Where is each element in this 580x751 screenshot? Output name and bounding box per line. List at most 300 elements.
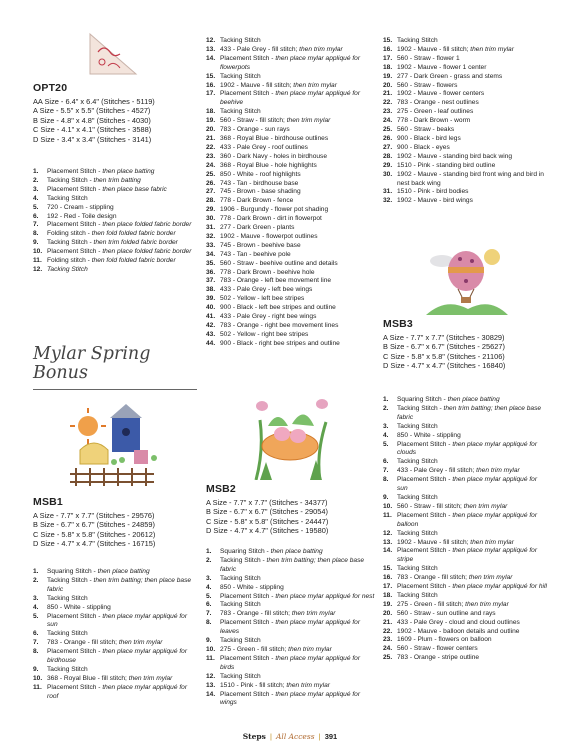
- step-text: [397, 144, 548, 153]
- step-number: 17.: [206, 90, 216, 98]
- step-text: [47, 213, 198, 222]
- step-text: [220, 619, 376, 637]
- step-number: 21.: [383, 618, 393, 626]
- step-instruction: 743 - Tan - beehive pole: [220, 250, 291, 258]
- step-text: [397, 645, 548, 654]
- step-number: 29.: [206, 206, 216, 214]
- step-number: 8.: [206, 619, 212, 627]
- step-item: [33, 248, 198, 257]
- step-item: [33, 239, 198, 248]
- step-instruction: Tacking Stitch -: [47, 176, 94, 184]
- step-item: [206, 197, 376, 206]
- step-text: [220, 251, 376, 260]
- step-action: then place mylar appliqué for wings: [220, 690, 361, 707]
- step-instruction: Squaring Stitch -: [397, 396, 448, 403]
- step-item: [33, 639, 198, 648]
- step-item: [383, 645, 548, 654]
- step-text: [220, 224, 376, 233]
- step-instruction: Tacking Stitch: [47, 594, 88, 602]
- step-action: then place base fabric: [102, 185, 167, 193]
- size-line: D Size - 4.7" x 4.7" (Stitches - 16840): [383, 361, 506, 371]
- msb3-section: [383, 318, 548, 371]
- step-text: [47, 568, 198, 577]
- step-text: [47, 257, 198, 266]
- step-text: [397, 37, 548, 46]
- step-action: then trim folded fabric border: [93, 239, 178, 247]
- step-text: [397, 153, 548, 162]
- step-item: [206, 673, 376, 682]
- step-text: [220, 557, 376, 575]
- step-instruction: Placement Stitch -: [397, 583, 453, 591]
- step-number: 19.: [206, 117, 216, 125]
- step-text: [397, 55, 548, 64]
- step-action: then place mylar appliqué for clouds: [397, 440, 538, 457]
- step-item: [33, 604, 198, 613]
- step-instruction: Placement Stitch -: [47, 248, 103, 256]
- step-number: 10.: [383, 502, 393, 510]
- step-number: 11.: [206, 654, 215, 662]
- step-instruction: Tacking Stitch: [220, 672, 261, 680]
- step-text: [220, 584, 376, 593]
- step-text: [47, 630, 198, 639]
- step-text: [47, 177, 198, 186]
- step-text: [397, 441, 548, 459]
- step-instruction: Tacking Stitch: [220, 37, 261, 44]
- opt20-size-list: [33, 97, 198, 144]
- step-instruction: 1510 - Pink - standing bird outline: [397, 161, 496, 169]
- step-number: 19.: [383, 600, 393, 608]
- step-text: [397, 423, 548, 432]
- step-item: [383, 171, 548, 189]
- step-number: 28.: [206, 197, 216, 205]
- step-instruction: Tacking Stitch: [220, 72, 261, 80]
- step-text: [220, 593, 376, 602]
- step-number: 25.: [206, 170, 216, 178]
- step-number: 32.: [383, 197, 393, 205]
- step-action: then place batting: [97, 568, 150, 575]
- step-text: [220, 601, 376, 610]
- step-number: 30.: [383, 170, 393, 178]
- step-action: then trim mylar: [286, 681, 330, 689]
- step-text: [397, 64, 548, 73]
- step-text: [220, 233, 376, 242]
- step-item: [206, 82, 376, 91]
- step-item: [383, 503, 548, 512]
- step-instruction: Placement Stitch -: [220, 592, 276, 600]
- step-instruction: 783 - Orange - nest outlines: [397, 99, 479, 107]
- step-instruction: 783 - Orange - right bee movement lines: [220, 322, 339, 329]
- step-action: then trim mylar: [299, 45, 343, 53]
- step-instruction: Placement Stitch -: [397, 511, 453, 519]
- step-text: [397, 405, 548, 423]
- step-item: [383, 512, 548, 530]
- step-instruction: 850 - White - stippling: [397, 431, 461, 439]
- step-text: [397, 601, 548, 610]
- step-item: [383, 396, 548, 405]
- step-item: [33, 177, 198, 186]
- step-instruction: 1902 - Mauve - standing bird front wing and bird in nest back wing: [397, 170, 544, 187]
- step-item: [33, 666, 198, 675]
- step-number: 9.: [33, 665, 39, 673]
- step-number: 20.: [206, 126, 216, 134]
- step-text: [397, 539, 548, 548]
- size-line: A Size - 7.7" x 7.7" (Stitches - 30829): [383, 333, 505, 342]
- size-line: C Size - 5.8" x 5.8" (Stitches - 21106): [383, 351, 505, 361]
- step-text: [220, 575, 376, 584]
- step-action: then trim mylar: [470, 45, 514, 53]
- step-item: [206, 691, 376, 709]
- step-item: [206, 135, 376, 144]
- step-text: [220, 242, 376, 251]
- step-instruction: 783 - Orange - fill stitch;: [220, 610, 292, 618]
- step-item: [383, 565, 548, 574]
- msb2-size-list: [206, 498, 376, 536]
- step-number: 42.: [206, 322, 216, 329]
- step-instruction: 720 - Cream - stippling: [47, 203, 114, 211]
- opt20-section: [33, 82, 198, 144]
- step-action: Tacking Stitch: [47, 265, 88, 273]
- size-line: A Size - 7.7" x 7.7" (Stitches - 34377): [206, 498, 328, 507]
- step-number: 12.: [206, 37, 216, 44]
- step-item: [206, 269, 376, 278]
- step-number: 28.: [383, 152, 393, 160]
- size-line: B Size - 6.7" x 6.7" (Stitches - 24859): [33, 520, 155, 530]
- step-number: 3.: [33, 185, 39, 193]
- step-text: [397, 99, 548, 108]
- step-text: [220, 126, 376, 135]
- step-instruction: 1902 - Mauve - flowerpot outlines: [220, 232, 318, 240]
- step-instruction: 778 - Dark Brown - beehive hole: [220, 268, 315, 276]
- step-number: 6.: [33, 630, 39, 638]
- step-item: [33, 630, 198, 639]
- step-instruction: Placement Stitch -: [47, 221, 103, 229]
- step-instruction: 275 - Green - fill stitch;: [397, 600, 466, 608]
- step-action: then place mylar appliqué for balloon: [397, 511, 538, 528]
- step-text: [397, 432, 548, 441]
- step-item: [206, 548, 376, 557]
- step-text: [47, 666, 198, 675]
- step-number: 16.: [383, 574, 393, 582]
- step-number: 25.: [383, 126, 393, 134]
- step-text: [397, 188, 548, 197]
- step-item: [383, 188, 548, 197]
- step-text: [220, 269, 376, 278]
- step-instruction: Squaring Stitch -: [220, 548, 271, 555]
- step-item: [206, 251, 376, 260]
- step-item: [206, 153, 376, 162]
- step-instruction: 1609 - Plum - flowers on balloon: [397, 636, 492, 644]
- step-number: 2.: [33, 576, 39, 584]
- step-number: 21.: [206, 134, 216, 142]
- step-number: 7.: [33, 221, 39, 229]
- step-item: [383, 583, 548, 592]
- step-item: [206, 260, 376, 269]
- step-text: [220, 610, 376, 619]
- step-text: [397, 82, 548, 91]
- step-text: [397, 494, 548, 503]
- size-line: C Size - 5.8" x 5.8" (Stitches - 20612): [33, 529, 156, 539]
- step-item: [33, 648, 198, 666]
- step-text: [47, 266, 198, 275]
- step-text: [397, 547, 548, 565]
- step-item: [206, 655, 376, 673]
- step-text: [47, 595, 198, 604]
- step-item: [383, 636, 548, 645]
- step-instruction: Tacking Stitch: [220, 601, 261, 609]
- step-text: [47, 186, 198, 195]
- step-instruction: Tacking Stitch: [47, 630, 88, 638]
- step-action: then trim batting; then place base fabric: [397, 404, 542, 421]
- page-number: 391: [324, 732, 338, 741]
- step-instruction: Placement Stitch -: [47, 168, 103, 175]
- step-number: 20.: [383, 609, 393, 617]
- step-number: 13.: [383, 538, 393, 546]
- step-number: 37.: [206, 277, 216, 285]
- step-number: 3.: [206, 574, 212, 582]
- step-instruction: 1902 - Mauve - fill stitch;: [397, 538, 471, 546]
- step-text: [220, 277, 376, 286]
- step-text: [220, 304, 376, 313]
- step-instruction: 850 - White - stippling: [47, 603, 111, 611]
- step-item: [383, 197, 548, 206]
- step-instruction: Tacking Stitch: [220, 108, 261, 116]
- step-instruction: 433 - Pale Grey - left bee wings: [220, 286, 313, 294]
- step-item: [33, 613, 198, 631]
- step-number: 16.: [206, 81, 216, 89]
- step-number: 27.: [383, 143, 393, 151]
- step-number: 25.: [383, 654, 393, 662]
- step-text: [220, 188, 376, 197]
- step-text: [220, 108, 376, 117]
- step-action: then trim mylar: [465, 600, 509, 608]
- step-number: 15.: [383, 37, 393, 44]
- step-text: [397, 90, 548, 99]
- step-text: [220, 197, 376, 206]
- step-instruction: 745 - Brown - beehive base: [220, 241, 301, 249]
- step-instruction: Placement Stitch -: [47, 612, 103, 620]
- bonus-divider: [33, 389, 197, 390]
- step-text: [220, 153, 376, 162]
- step-text: [220, 171, 376, 180]
- step-text: [397, 108, 548, 117]
- step-instruction: 192 - Red - Toile design: [47, 212, 117, 220]
- step-number: 12.: [33, 265, 43, 273]
- step-text: [397, 512, 548, 530]
- step-text: [220, 73, 376, 82]
- step-item: [383, 37, 548, 46]
- step-item: [33, 595, 198, 604]
- step-number: 15.: [383, 565, 393, 573]
- step-action: then place folded fabric border: [102, 248, 192, 256]
- step-number: 23.: [383, 636, 393, 644]
- step-instruction: Placement Stitch -: [220, 690, 276, 698]
- step-number: 19.: [383, 72, 393, 80]
- msb2-steps-list: [206, 548, 376, 708]
- step-item: [206, 682, 376, 691]
- step-action: then fold folded fabric border: [91, 257, 176, 265]
- step-number: 6.: [206, 601, 212, 609]
- step-instruction: 1902 - Mauve - balloon details and outline: [397, 627, 520, 635]
- step-number: 36.: [206, 268, 216, 276]
- msb1-steps-continued-list: [206, 37, 376, 349]
- step-item: [206, 575, 376, 584]
- step-number: 17.: [383, 583, 393, 591]
- step-instruction: Tacking Stitch -: [397, 404, 444, 412]
- step-instruction: 1510 - Pink - fill stitch;: [220, 681, 287, 689]
- step-item: [383, 126, 548, 135]
- step-number: 4.: [33, 603, 39, 611]
- size-line: A Size - 5.5" x 5.5" (Stitches - 4527): [33, 106, 151, 116]
- step-number: 9.: [383, 493, 389, 501]
- step-action: then place mylar appliqué for hill: [452, 583, 547, 591]
- step-item: [383, 547, 548, 565]
- step-item: [206, 180, 376, 189]
- step-item: [206, 601, 376, 610]
- step-text: [47, 639, 198, 648]
- step-number: 20.: [383, 81, 393, 89]
- step-item: [33, 230, 198, 239]
- step-text: [47, 239, 198, 248]
- step-number: 12.: [206, 672, 216, 680]
- step-item: [206, 610, 376, 619]
- step-number: 26.: [206, 179, 216, 187]
- step-number: 27.: [206, 188, 216, 196]
- step-item: [383, 117, 548, 126]
- step-action: then place mylar appliqué for flowerpots: [220, 54, 361, 71]
- step-action: then place mylar appliqué for stripe: [397, 547, 538, 564]
- step-number: 9.: [33, 239, 39, 247]
- step-item: [383, 135, 548, 144]
- step-item: [383, 601, 548, 610]
- step-instruction: Placement Stitch -: [220, 54, 276, 62]
- step-instruction: 1902 - Mauve - fill stitch;: [220, 81, 294, 89]
- step-number: 11.: [33, 683, 42, 691]
- step-instruction: 900 - Black - bird legs: [397, 134, 461, 142]
- step-text: [397, 592, 548, 601]
- step-number: 41.: [206, 313, 216, 321]
- step-item: [206, 215, 376, 224]
- step-instruction: 783 - Orange - stripe outline: [397, 654, 480, 662]
- msb1-steps-list: [33, 568, 198, 702]
- step-number: 2.: [33, 176, 39, 184]
- step-number: 23.: [206, 152, 216, 160]
- step-number: 5.: [383, 440, 389, 448]
- step-number: 8.: [383, 476, 389, 484]
- step-instruction: 560 - Straw - sun outline and rays: [397, 609, 496, 617]
- step-item: [33, 684, 198, 702]
- step-text: [47, 604, 198, 613]
- step-item: [206, 295, 376, 304]
- step-instruction: Tacking Stitch -: [47, 239, 94, 247]
- step-text: [47, 648, 198, 666]
- step-item: [383, 405, 548, 423]
- step-action: then trim mylar: [468, 574, 513, 582]
- msb1-size-list: [33, 511, 198, 549]
- step-text: [220, 215, 376, 224]
- step-instruction: 1902 - Mauve - standing bird back wing: [397, 152, 513, 160]
- size-line: B Size - 6.7" x 6.7" (Stitches - 25627): [383, 342, 505, 352]
- step-number: 29.: [383, 161, 393, 169]
- step-number: 11.: [33, 257, 42, 265]
- step-item: [383, 574, 548, 583]
- step-number: 9.: [206, 637, 212, 645]
- step-item: [33, 213, 198, 222]
- step-action: then place batting: [102, 168, 155, 175]
- step-action: then trim mylar: [463, 502, 508, 510]
- step-item: [383, 90, 548, 99]
- step-instruction: 900 - Black - left bee stripes and outline: [220, 304, 336, 312]
- step-number: 3.: [33, 594, 39, 602]
- step-number: 7.: [383, 467, 389, 475]
- step-instruction: Placement Stitch -: [220, 90, 276, 98]
- step-item: [33, 266, 198, 275]
- step-instruction: Tacking Stitch: [220, 574, 261, 582]
- msb3-size-list: [383, 333, 548, 371]
- step-number: 22.: [206, 143, 216, 151]
- step-item: [383, 619, 548, 628]
- step-text: [47, 195, 198, 204]
- step-number: 30.: [206, 215, 216, 223]
- step-item: [383, 467, 548, 476]
- step-item: [33, 221, 198, 230]
- step-instruction: 850 - White - roof highlights: [220, 170, 301, 178]
- size-line: D Size - 4.7" x 4.7" (Stitches - 16715): [33, 539, 156, 549]
- step-item: [206, 144, 376, 153]
- step-item: [206, 55, 376, 73]
- step-instruction: 433 - Pale Grey - cloud and cloud outlines: [397, 618, 520, 626]
- step-number: 18.: [383, 63, 393, 71]
- step-text: [220, 135, 376, 144]
- step-instruction: 778 - Dark Brown - dirt in flowerpot: [220, 215, 322, 223]
- step-item: [383, 458, 548, 467]
- step-item: [206, 171, 376, 180]
- step-action: then place mylar appliqué for roof: [47, 683, 188, 700]
- step-text: [397, 396, 548, 405]
- msb3-steps-list: [383, 396, 548, 663]
- step-instruction: 560 - Straw - flower centers: [397, 645, 478, 653]
- step-item: [206, 286, 376, 295]
- step-number: 40.: [206, 304, 216, 312]
- step-number: 4.: [383, 431, 389, 439]
- step-instruction: Tacking Stitch: [47, 665, 88, 673]
- step-text: [397, 117, 548, 126]
- step-instruction: 900 - Black - eyes: [397, 143, 450, 151]
- step-item: [383, 494, 548, 503]
- size-line: B Size - 4.8" x 4.8" (Stitches - 4030): [33, 115, 151, 125]
- step-number: 10.: [206, 645, 216, 653]
- step-item: [206, 584, 376, 593]
- step-item: [206, 304, 376, 313]
- step-number: 7.: [206, 610, 212, 618]
- msb1-design-image: [70, 404, 162, 488]
- step-item: [33, 568, 198, 577]
- step-instruction: Tacking Stitch: [47, 194, 88, 202]
- step-instruction: 783 - Orange - fill stitch;: [47, 639, 119, 647]
- step-item: [206, 637, 376, 646]
- step-instruction: 502 - Yellow - right bee stripes: [220, 330, 309, 338]
- step-item: [33, 195, 198, 204]
- step-instruction: Placement Stitch -: [397, 440, 453, 448]
- step-item: [383, 628, 548, 637]
- step-text: [220, 548, 376, 557]
- step-item: [206, 206, 376, 215]
- step-instruction: Tacking Stitch: [397, 565, 438, 573]
- step-text: [397, 619, 548, 628]
- footer-separator: |: [269, 732, 272, 741]
- step-item: [206, 73, 376, 82]
- step-instruction: Tacking Stitch: [397, 422, 438, 430]
- step-instruction: 783 - Orange - left bee movement line: [220, 277, 332, 285]
